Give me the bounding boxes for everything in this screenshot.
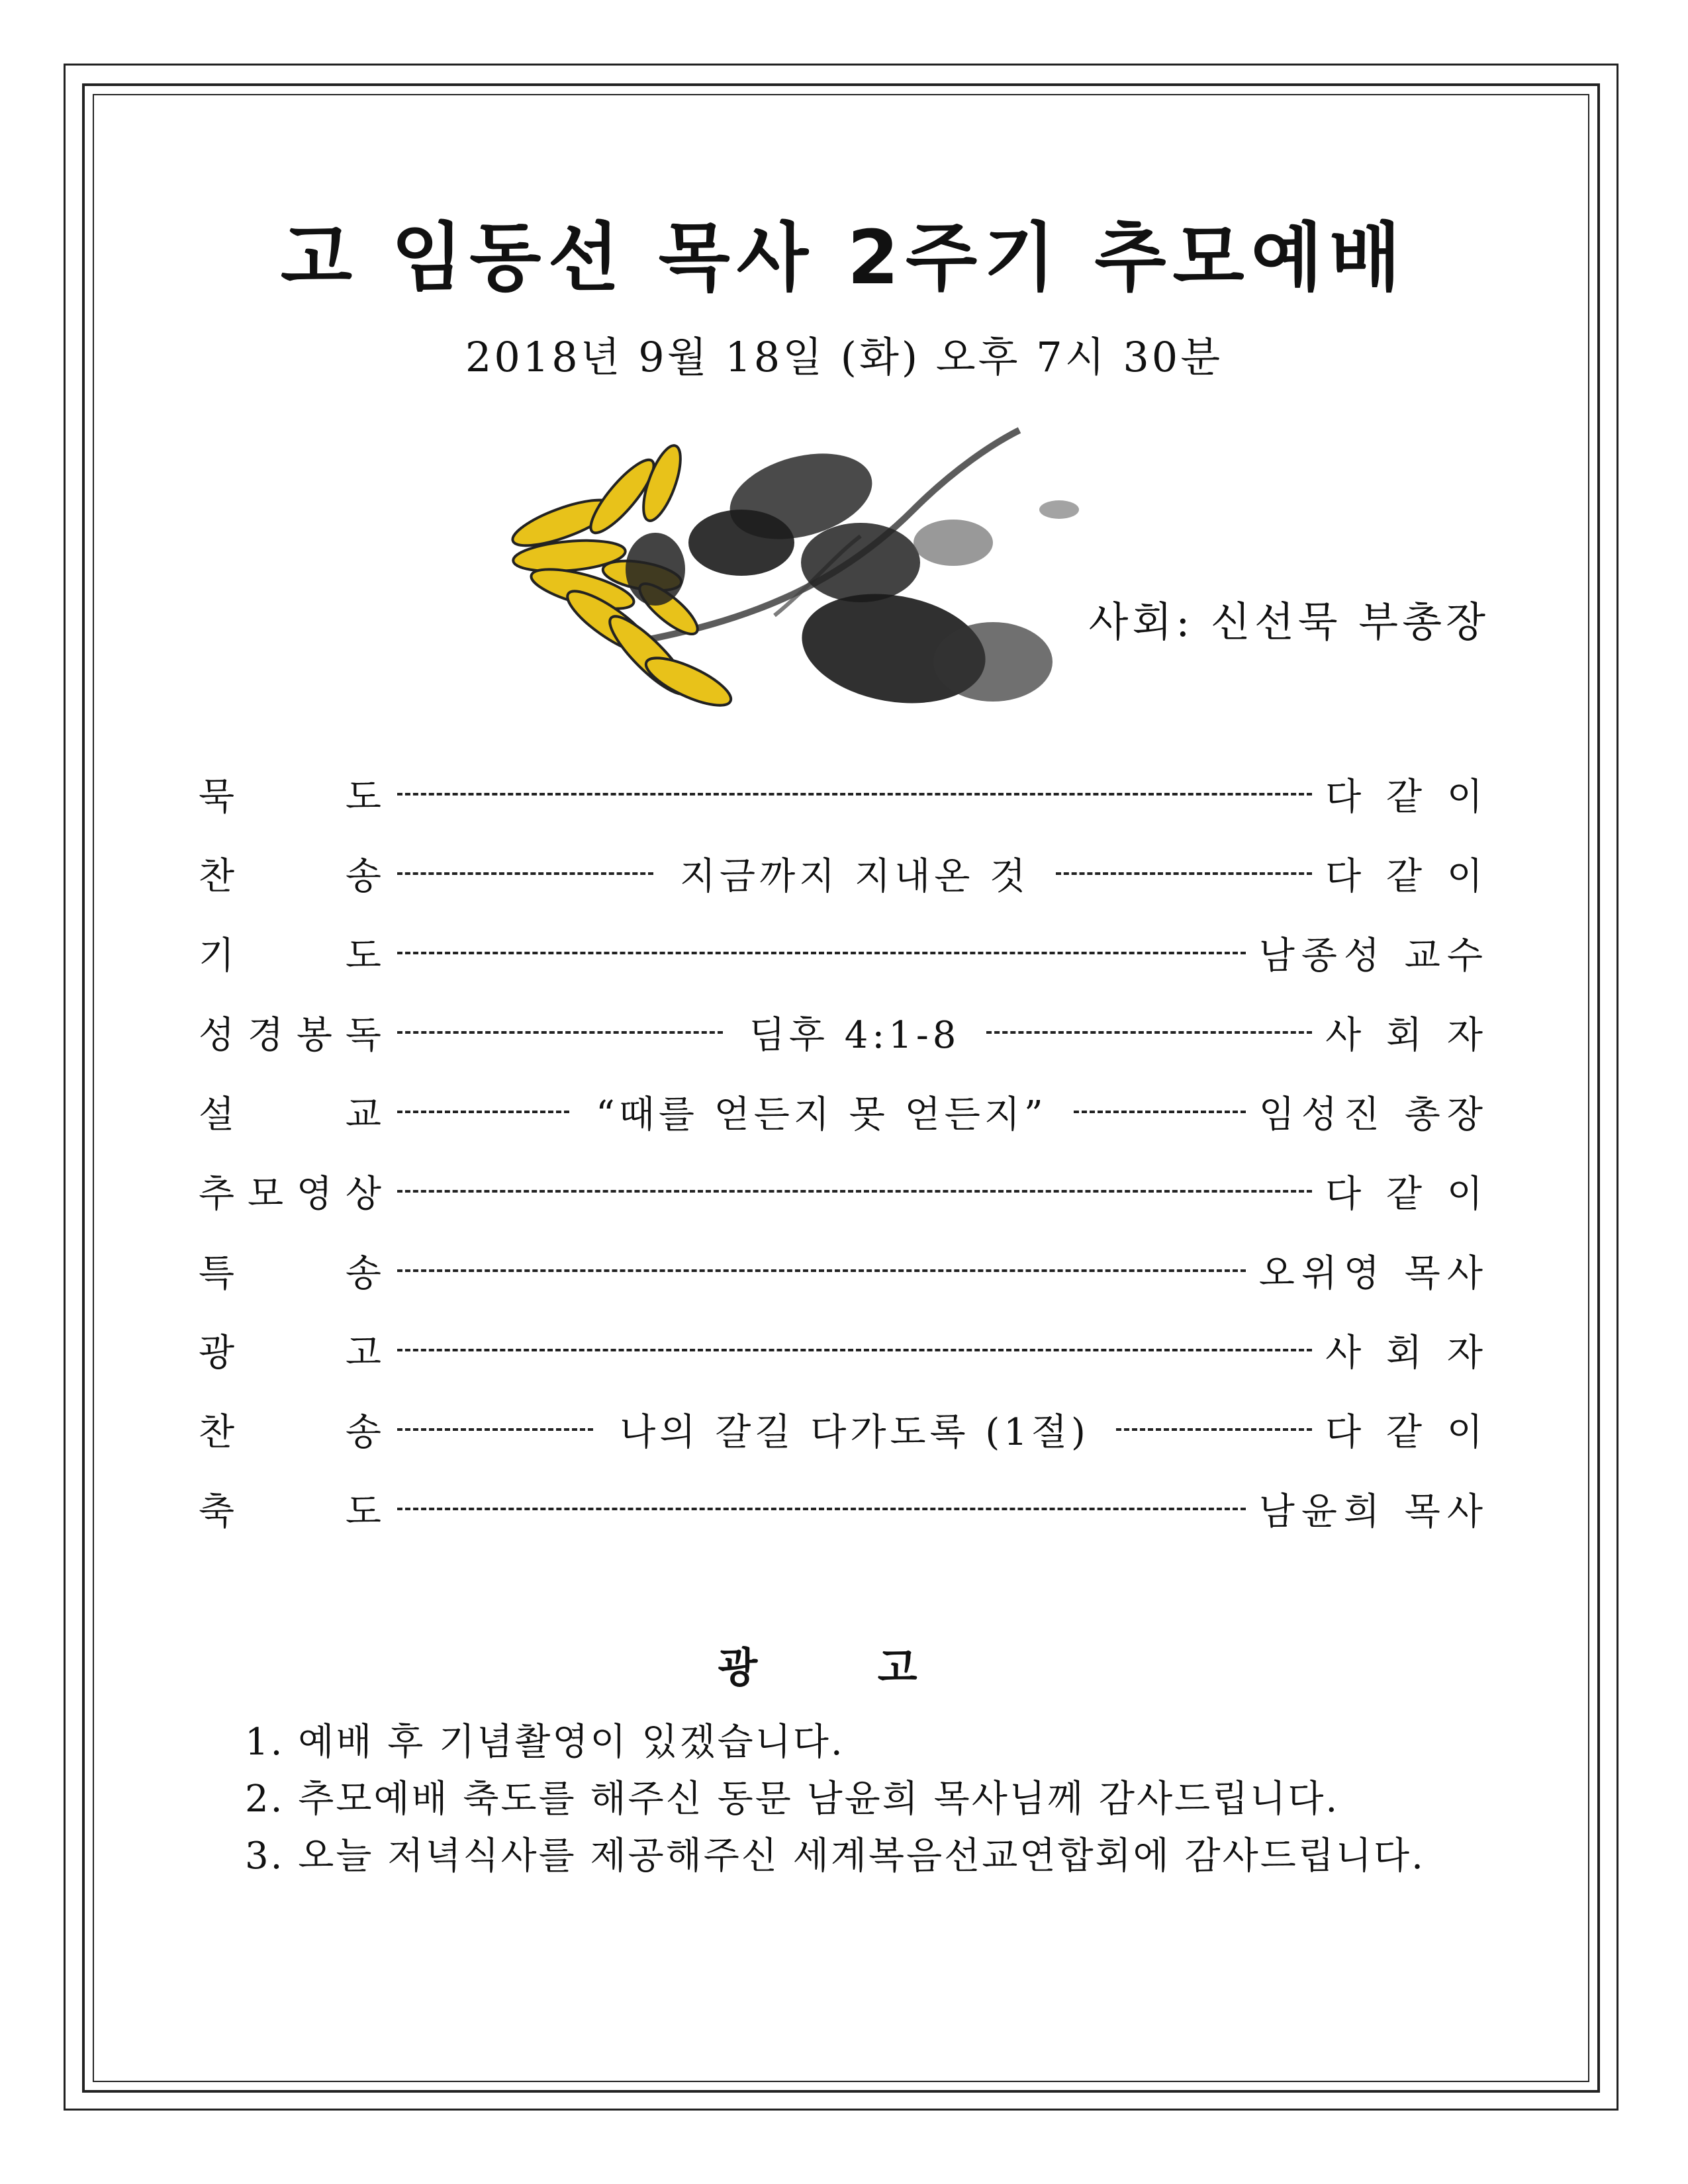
program-label-char: 송 — [345, 1411, 384, 1454]
program-row — [199, 1310, 1489, 1390]
program-label-char: 성 — [199, 1014, 238, 1057]
dotted-leader — [397, 1190, 1312, 1193]
program-row — [199, 1390, 1489, 1469]
program-row — [199, 1231, 1489, 1310]
program-label-char: 경 — [247, 1014, 287, 1057]
program-label-char: 설 — [199, 1093, 238, 1136]
program-item-label — [199, 927, 384, 979]
leader-line — [1056, 872, 1312, 875]
program-label-char: 영 — [296, 1173, 336, 1216]
leader-line — [397, 1111, 569, 1113]
program-row — [199, 1072, 1489, 1152]
dotted-leader — [397, 1508, 1246, 1510]
chrysanthemum-illustration — [490, 424, 1099, 735]
leader-line — [397, 952, 1246, 954]
program-label-char: 봉 — [296, 1014, 336, 1057]
program-label-char: 송 — [345, 855, 384, 898]
program-row — [199, 993, 1489, 1072]
program-row — [199, 1469, 1489, 1549]
program-item-person: 다 같 이 — [1325, 776, 1489, 819]
program-label-char: 독 — [345, 1014, 384, 1057]
leader-line — [397, 1031, 723, 1034]
program-label-char: 송 — [345, 1252, 384, 1295]
program-item-label — [199, 1165, 384, 1218]
leader-line — [397, 1269, 1246, 1272]
program-label-char: 고 — [345, 1332, 384, 1375]
program-item-person: 사 회 자 — [1325, 1014, 1489, 1057]
program-row — [199, 834, 1489, 913]
program-item-label — [199, 1085, 384, 1138]
program-label-char: 상 — [345, 1173, 384, 1216]
dotted-leader — [397, 1006, 1312, 1059]
program-item-person: 다 같 이 — [1325, 1411, 1489, 1454]
program-item-label — [199, 1324, 384, 1377]
dotted-leader — [397, 1085, 1246, 1138]
program-item-person: 사 회 자 — [1325, 1332, 1489, 1375]
dotted-leader — [397, 847, 1312, 900]
program-label-char: 추 — [199, 1173, 238, 1216]
program-label-char: 도 — [345, 934, 384, 978]
program-item-person: 남윤희 목사 — [1258, 1490, 1489, 1533]
leader-line — [397, 1428, 593, 1431]
program-label-char: 도 — [345, 776, 384, 819]
notices-list — [245, 1714, 1425, 1885]
leader-line — [1074, 1111, 1246, 1113]
page-title: 고 임동선 목사 2주기 추모예배 — [280, 215, 1408, 301]
program-item-title: 딤후 4:1-8 — [749, 1014, 961, 1057]
program-label-char: 묵 — [199, 776, 238, 819]
program-label-char: 찬 — [199, 1411, 238, 1454]
program-item-person: 남종성 교수 — [1258, 934, 1489, 978]
program-row — [199, 1152, 1489, 1231]
leader-line — [1116, 1428, 1312, 1431]
notice-item: 2. 추모예배 축도를 해주신 동문 남윤희 목사님께 감사드립니다. — [245, 1778, 1340, 1821]
leader-line — [397, 872, 653, 875]
program-list — [199, 754, 1489, 1549]
program-label-char: 찬 — [199, 855, 238, 898]
program-item-title: “때를 얻든지 못 얻든지” — [596, 1093, 1047, 1136]
host-info: 사회: 신선묵 부총장 — [1088, 598, 1489, 646]
leader-line — [397, 793, 1312, 796]
leader-line — [397, 1190, 1312, 1193]
program-label-char: 기 — [199, 934, 238, 978]
program-item-person: 다 같 이 — [1325, 1173, 1489, 1216]
leader-line — [397, 1349, 1312, 1351]
service-datetime: 2018년 9월 18일 (화) 오후 7시 30분 — [465, 333, 1223, 381]
program-item-label — [199, 1482, 384, 1535]
dotted-leader — [397, 952, 1246, 954]
program-item-title: 지금까지 지내온 것 — [679, 855, 1030, 898]
program-item-label — [199, 1244, 384, 1297]
notice-item: 3. 오늘 저녁식사를 제공해주신 세계복음선교연합회에 감사드립니다. — [245, 1835, 1425, 1878]
program-item-label — [199, 1006, 384, 1059]
program-item-person: 임성진 총장 — [1258, 1093, 1489, 1136]
program-item-label — [199, 1403, 384, 1456]
program-label-char: 모 — [247, 1173, 287, 1216]
program-label-char: 특 — [199, 1252, 238, 1295]
program-row — [199, 754, 1489, 834]
program-item-title: 나의 갈길 다가도록 (1절) — [620, 1411, 1090, 1454]
dotted-leader — [397, 1349, 1312, 1351]
program-row — [199, 913, 1489, 993]
program-item-label — [199, 847, 384, 900]
program-label-char: 도 — [345, 1490, 384, 1533]
program-item-person: 다 같 이 — [1325, 855, 1489, 898]
dotted-leader — [397, 1269, 1246, 1272]
program-label-char: 광 — [199, 1332, 238, 1375]
leader-line — [397, 1508, 1246, 1510]
notices-heading: 광 고 — [718, 1643, 970, 1692]
program-label-char: 교 — [345, 1093, 384, 1136]
program-item-label — [199, 768, 384, 821]
dotted-leader — [397, 1403, 1312, 1456]
dotted-leader — [397, 793, 1312, 796]
program-label-char: 축 — [199, 1490, 238, 1533]
notice-item: 1. 예배 후 기념촬영이 있겠습니다. — [245, 1721, 845, 1764]
leader-line — [986, 1031, 1312, 1034]
program-item-person: 오위영 목사 — [1258, 1252, 1489, 1295]
